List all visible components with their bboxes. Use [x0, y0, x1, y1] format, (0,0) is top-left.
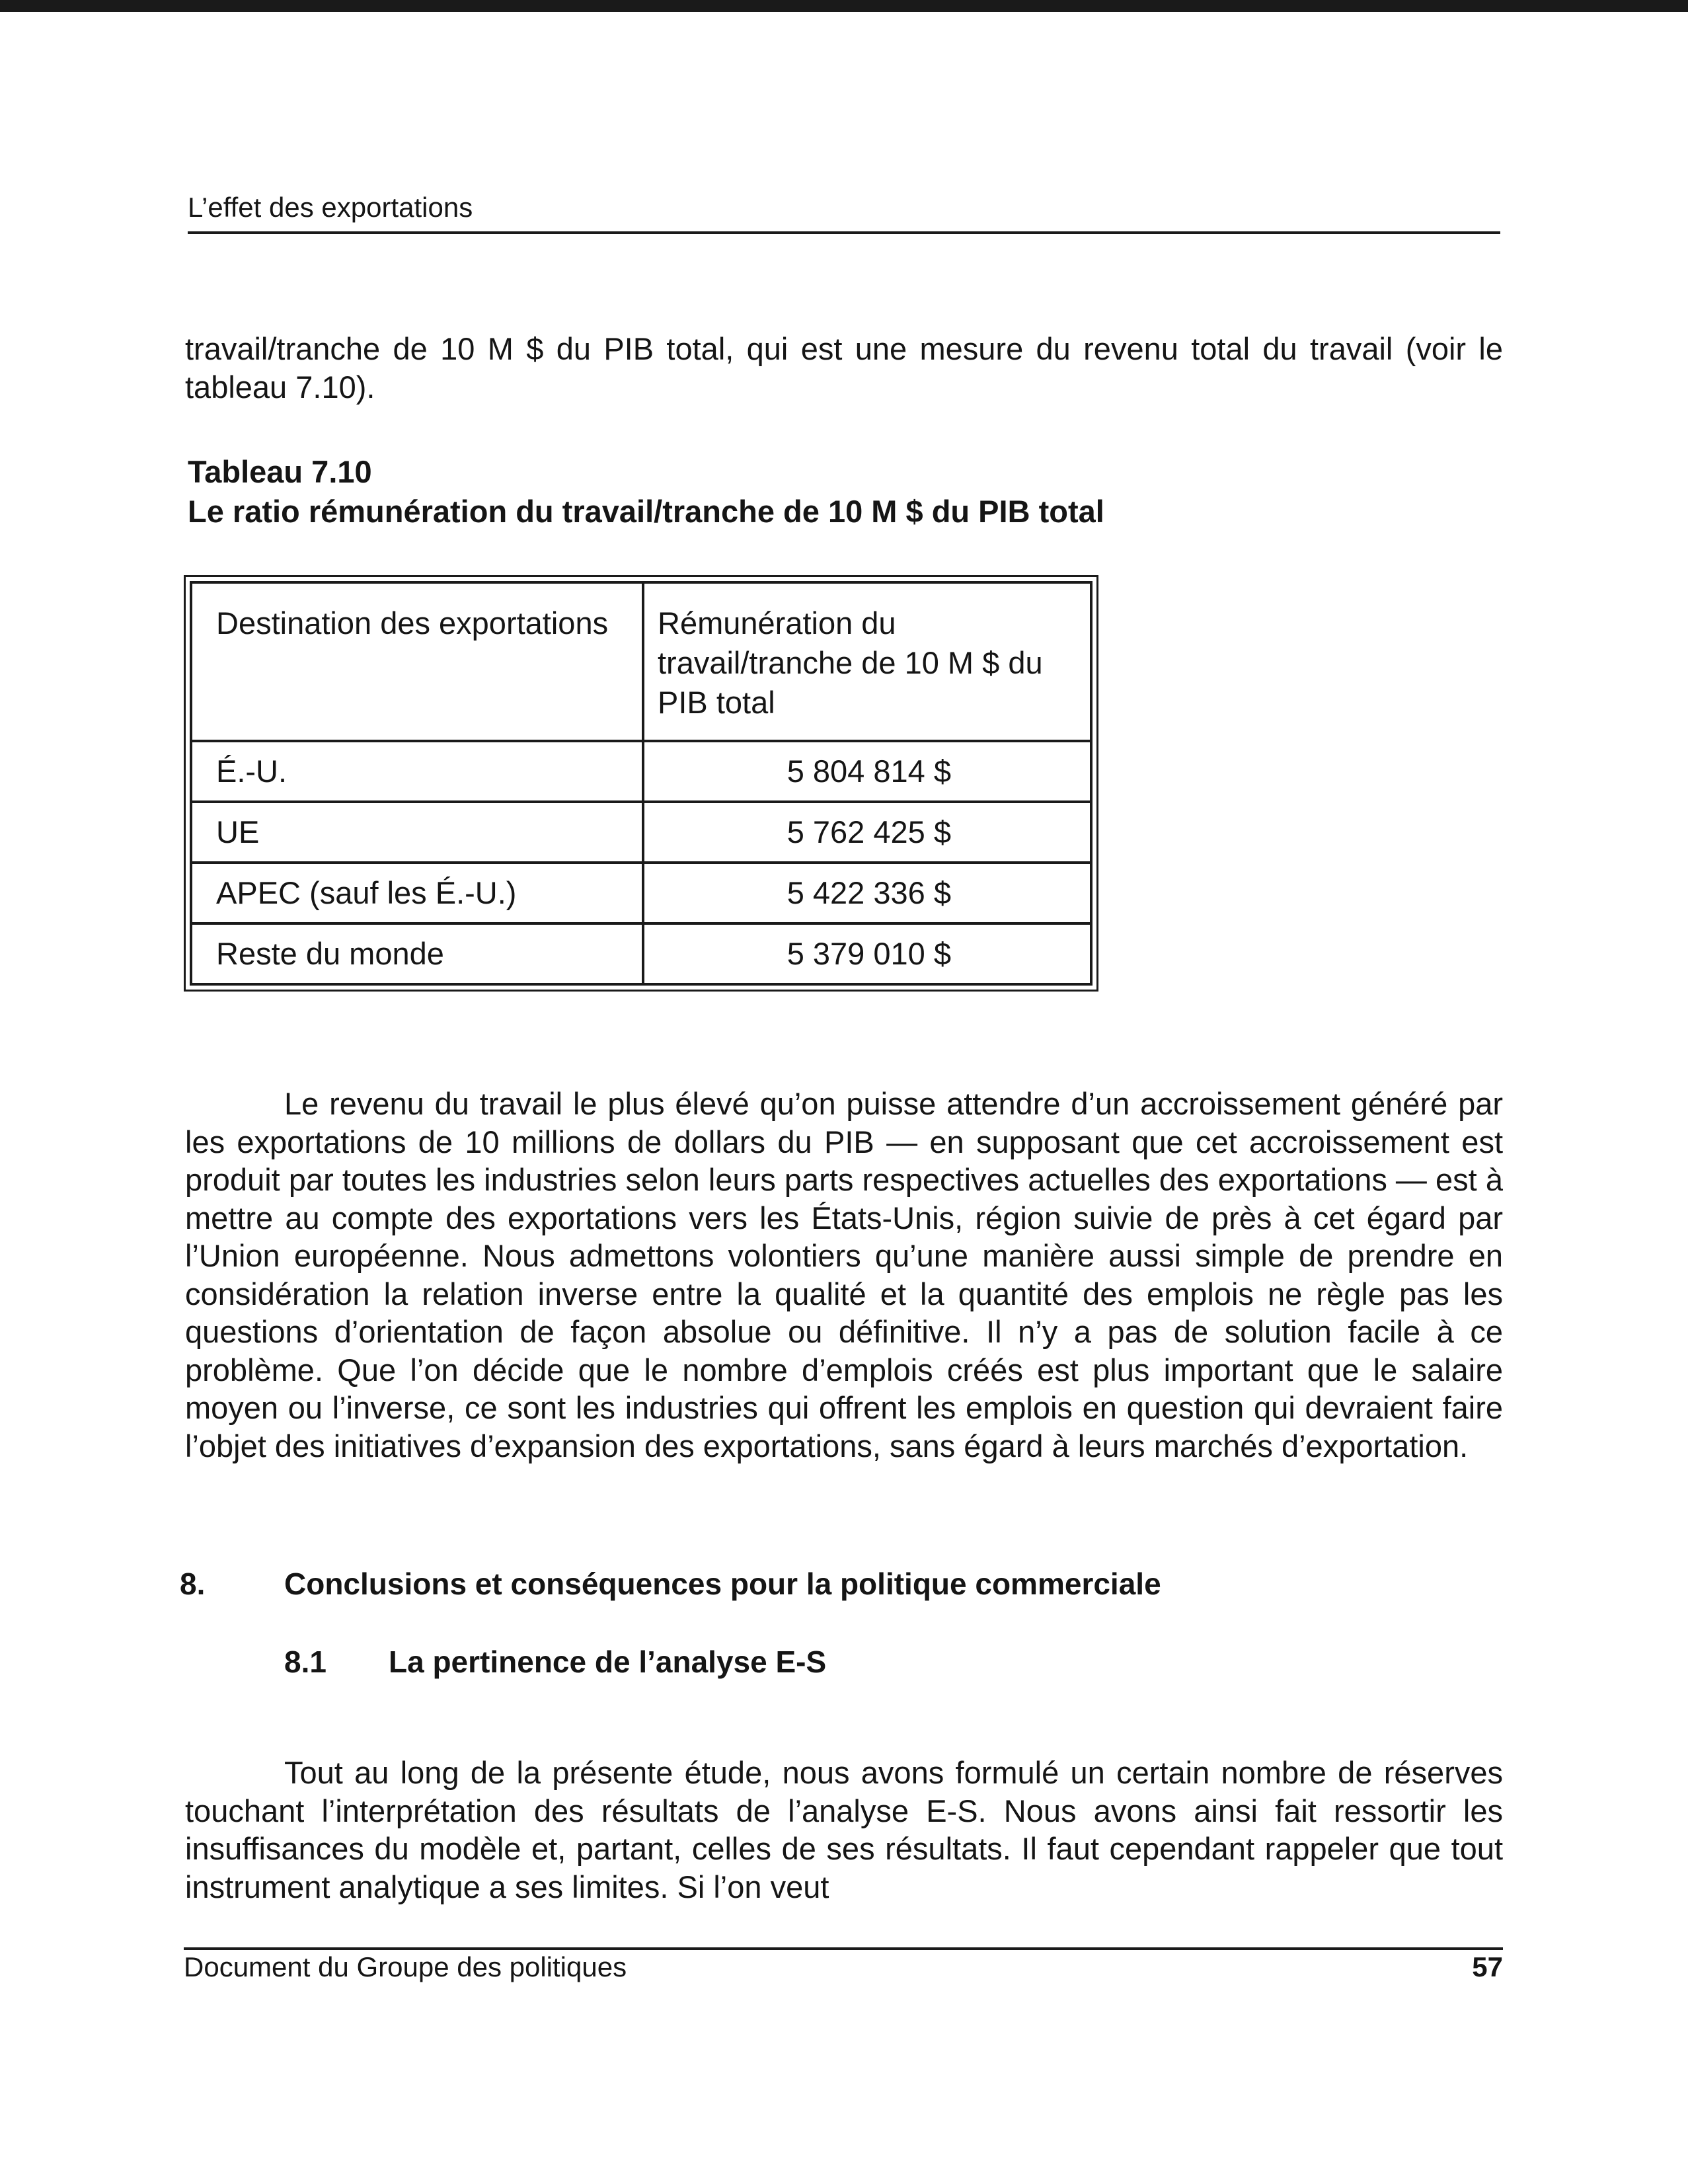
- table-row: [191, 741, 1091, 802]
- table-row: [191, 863, 1091, 923]
- table-row: [191, 802, 1091, 863]
- table-title: Le ratio rémunération du travail/tranche de 10 M $ du PIB total: [188, 494, 1104, 529]
- subsection-number: 8.1: [284, 1645, 326, 1679]
- row-value: 5 422 336 $: [643, 863, 1091, 923]
- footer-text: Document du Groupe des politiques: [184, 1951, 627, 1982]
- paragraph-labour-income: Le revenu du travail le plus élevé qu’on puisse attendre d’un accroissement généré par les exportations de 10 millions de dollars du PIB — en supposant que cet accroissement est produit par toutes les industries selon leurs parts respectives actuelles des exportations — est à mettre au compte des exportations vers les États-Unis, région suivie de près à cet égard par l’Union européenne. Nous admettons volontiers qu’une manière aussi simple de prendre en considération la relation inverse entre la qualité et la quantité des emplois ne règle pas les questions d’orientation de façon absolue ou définitive. Il n’y a pas de solution facile à ce problème. Que l’on décide que le nombre d’emplois créés est plus important que le salaire moyen ou l’inverse, ce sont les industries qui offrent les emplois en question qui devraient faire l’objet des initiatives d’expansion des exportations, sans égard à leurs marchés d’exportation.: [185, 1086, 1503, 1463]
- row-value: 5 379 010 $: [643, 923, 1091, 984]
- row-destination: UE: [191, 802, 643, 863]
- subsection-title: La pertinence de l’analyse E-S: [389, 1645, 827, 1679]
- table-caption: [188, 452, 1503, 531]
- section-title: Conclusions et conséquences pour la politique commerciale: [284, 1567, 1161, 1601]
- running-header: L’effet des exportations: [188, 190, 1500, 234]
- row-value: 5 804 814 $: [643, 741, 1091, 802]
- row-value: 5 762 425 $: [643, 802, 1091, 863]
- table-frame: [184, 575, 1098, 992]
- running-footer: [184, 1947, 1503, 1983]
- row-destination: APEC (sauf les É.-U.): [191, 863, 643, 923]
- table-row: [191, 923, 1091, 984]
- page-number: 57: [1472, 1951, 1503, 1982]
- header-destination: Destination des exportations: [191, 582, 643, 741]
- remuneration-table: [190, 581, 1093, 986]
- scan-border: [0, 0, 1688, 12]
- section-number: 8.: [180, 1567, 206, 1601]
- table-header-row: [191, 582, 1091, 741]
- subsection-heading-8-1: [284, 1643, 826, 1680]
- intro-paragraph: travail/tranche de 10 M $ du PIB total, qui est une mesure du revenu total du travail (voir le tableau 7.10).: [185, 331, 1503, 405]
- section-heading-8: [180, 1565, 1161, 1602]
- table-label: Tableau 7.10: [188, 454, 372, 489]
- header-remuneration: Rémunération du travail/tranche de 10 M $ du PIB total: [643, 582, 1091, 741]
- paragraph-io-analysis: Tout au long de la présente étude, nous avons formulé un certain nombre de réserves touchant l’interprétation des résultats de l’analyse E-S. Nous avons ainsi fait ressortir les insuffisances du modèle et, partant, celles de ses résultats. Il faut cependant rappeler que tout instrument analytique a ses limites. Si l’on veut: [185, 1755, 1503, 1904]
- row-destination: Reste du monde: [191, 923, 643, 984]
- row-destination: É.-U.: [191, 741, 643, 802]
